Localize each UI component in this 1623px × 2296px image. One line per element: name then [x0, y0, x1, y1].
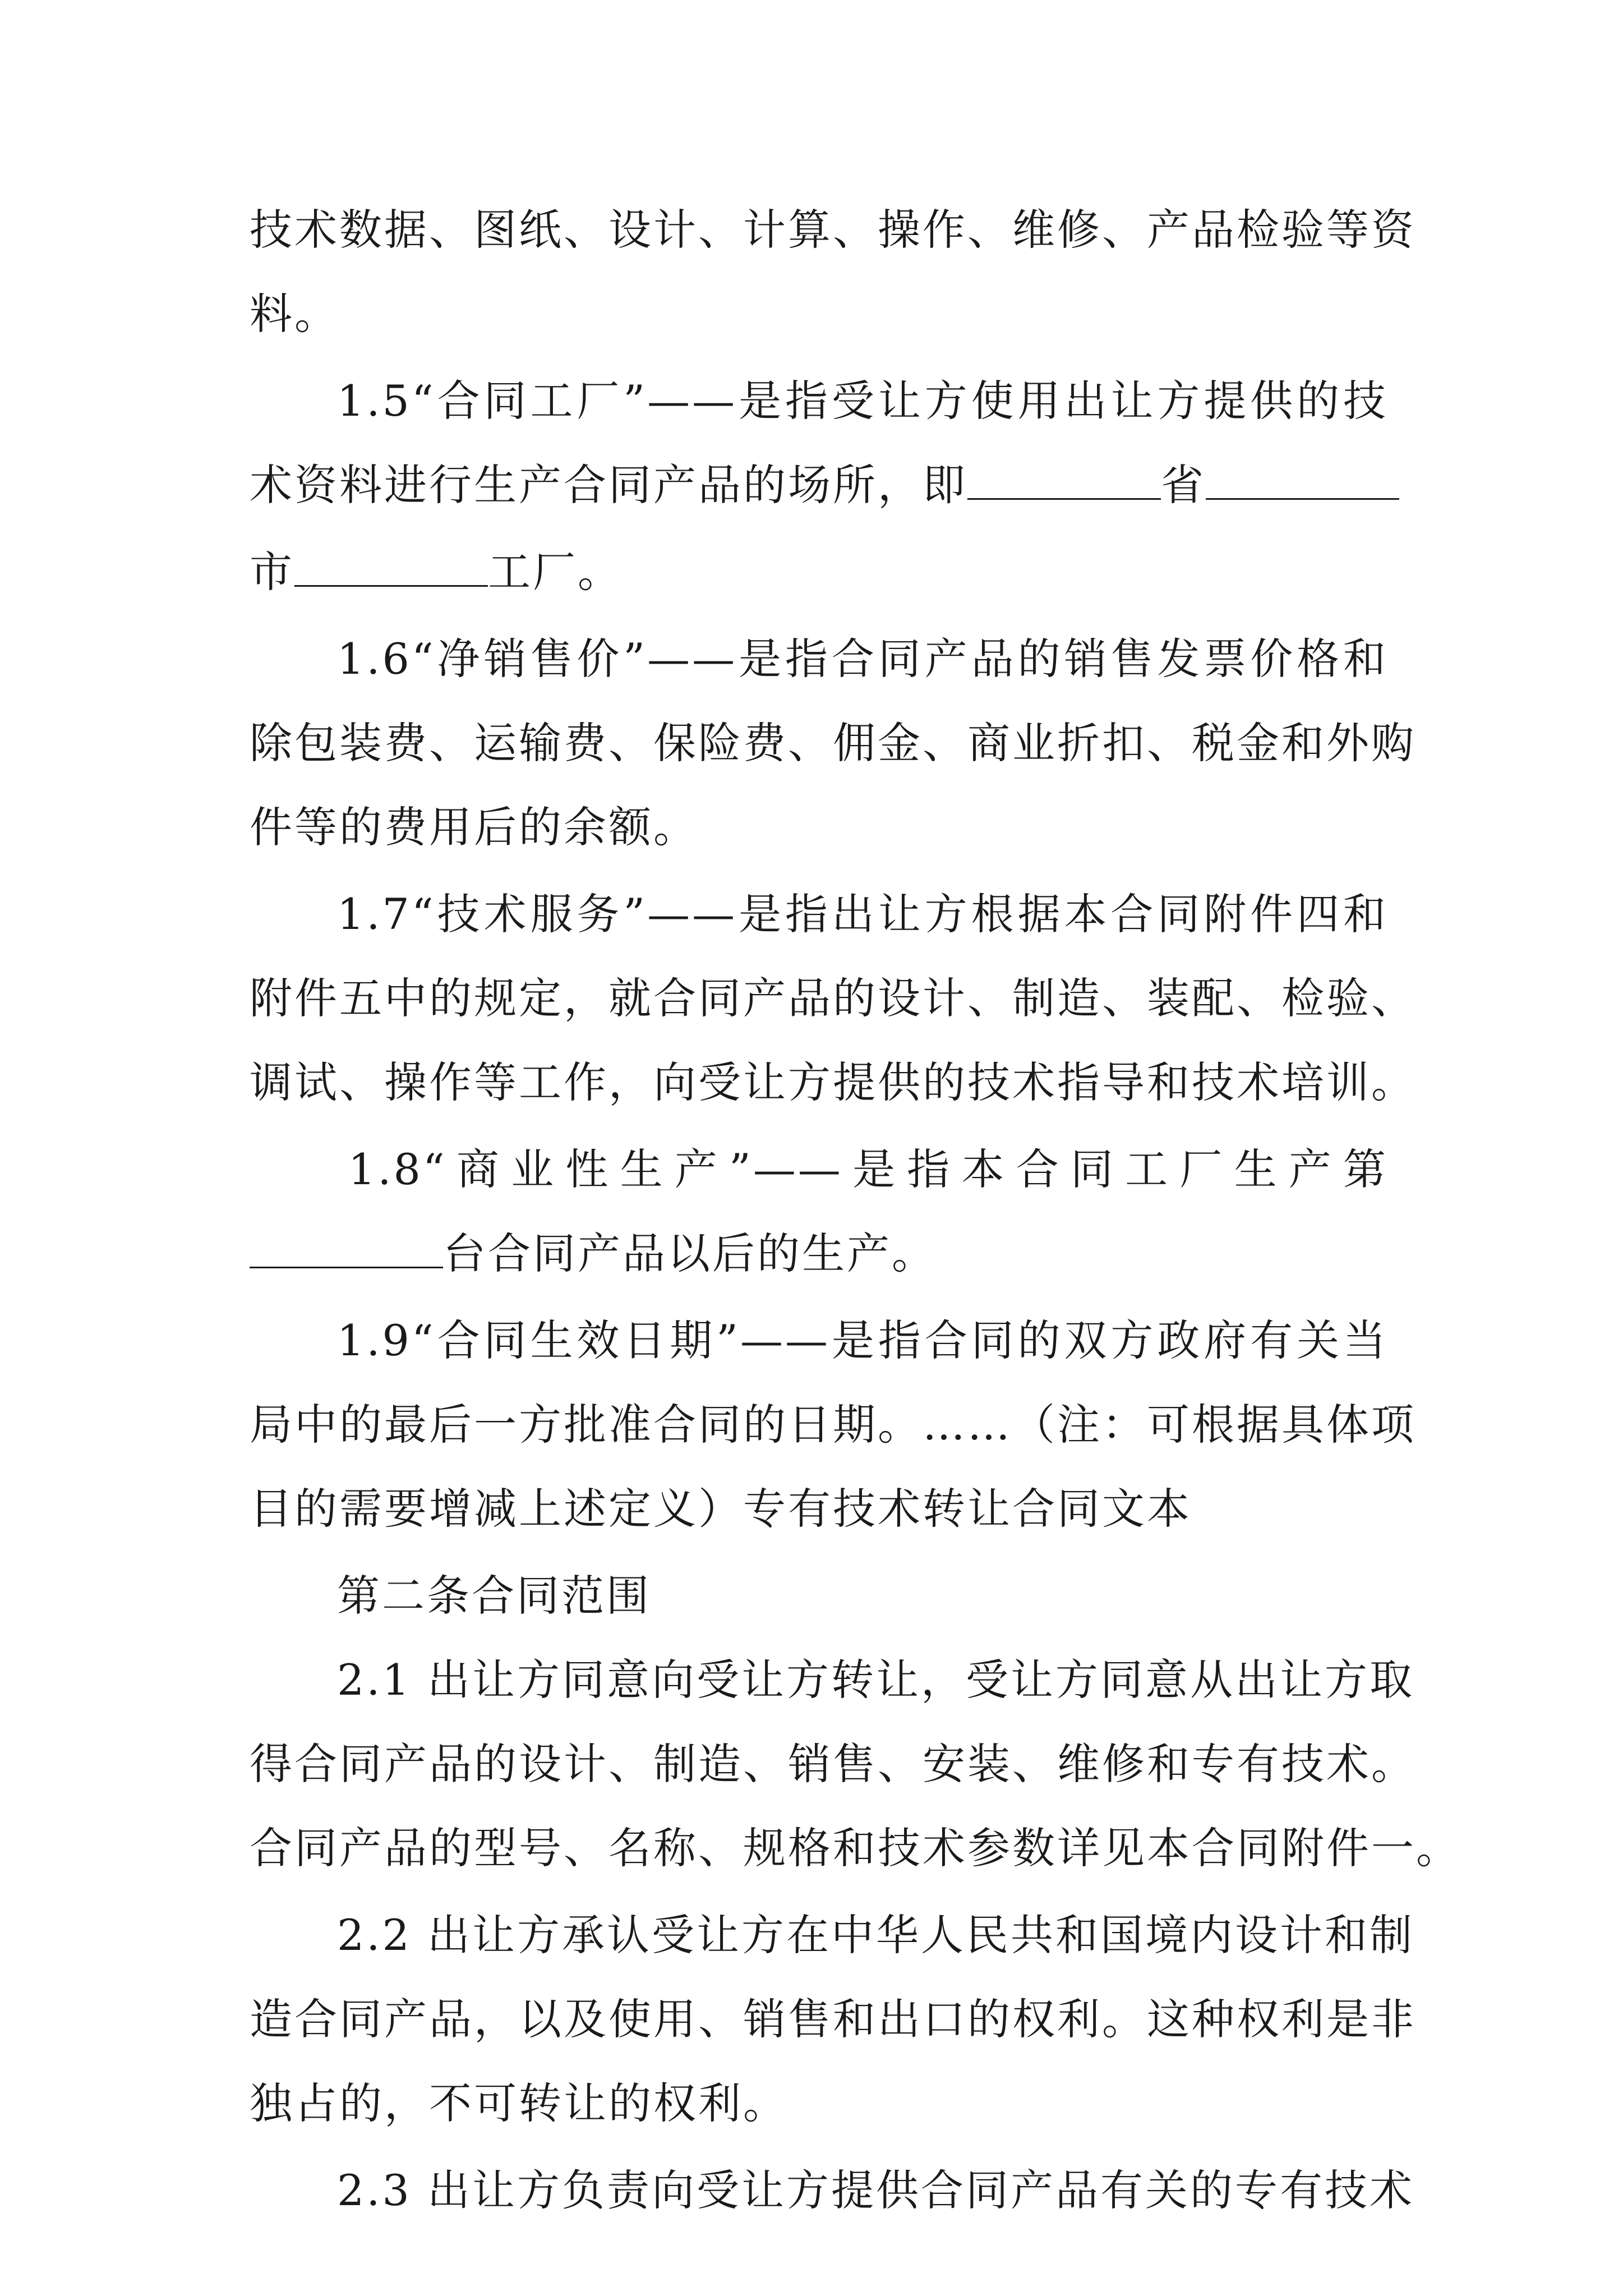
- factory-label: 工厂。: [488, 547, 623, 597]
- text-line: 独占的，不可转让的权利。: [250, 2078, 788, 2128]
- text-line: 合同产品的型号、名称、规格和技术参数详见本合同附件一。: [250, 1823, 1461, 1873]
- text-line: 1.5“合同工厂”——是指受让方使用出让方提供的技: [337, 376, 1388, 426]
- text-line-with-blanks: [250, 544, 623, 600]
- text-line: 调试、操作等工作，向受让方提供的技术指导和技术培训。: [250, 1057, 1416, 1107]
- text-line-with-blanks: [250, 1226, 937, 1282]
- text-line: 1.7“技术服务”——是指出让方根据本合同附件四和: [337, 889, 1388, 939]
- city-label: 市: [250, 547, 294, 597]
- text-line: 料。: [250, 289, 339, 339]
- text-line: 2.3 出让方负责向受让方提供合同产品有关的专有技术: [337, 2165, 1415, 2215]
- text-line-with-blanks: [250, 457, 1399, 513]
- factory-blank: [294, 545, 488, 587]
- province-label: 省: [1161, 460, 1206, 510]
- text-line: 技术数据、图纸、设计、计算、操作、维修、产品检验等资: [250, 205, 1416, 255]
- text-line: 2.1 出让方同意向受让方转让，受让方同意从出让方取: [337, 1655, 1415, 1705]
- unit-count-blank: [250, 1226, 443, 1268]
- text-line: 1.6“净销售价”——是指合同产品的销售发票价格和: [337, 634, 1388, 684]
- section-heading: 第二条合同范围: [337, 1571, 651, 1621]
- text-line: 局中的最后一方批准合同的日期。……（注：可根据具体项: [250, 1400, 1416, 1450]
- text-line: 造合同产品，以及使用、销售和出口的权利。这种权利是非: [250, 1994, 1416, 2044]
- text-line: 附件五中的规定，就合同产品的设计、制造、装配、检验、: [250, 973, 1416, 1023]
- province-blank: [967, 458, 1161, 500]
- text-line: 1.9“合同生效日期”——是指合同的双方政府有关当: [337, 1315, 1388, 1365]
- line-text: 术资料进行生产合同产品的场所，即: [250, 460, 967, 510]
- text-line: 2.2 出让方承认受让方在中华人民共和国境内设计和制: [337, 1910, 1415, 1960]
- line-text: 台合同产品以后的生产。: [443, 1228, 937, 1278]
- city-blank: [1206, 458, 1399, 500]
- text-line: 1.8“商业性生产”——是指本合同工厂生产第: [348, 1144, 1388, 1194]
- text-line: 目的需要增减上述定义）专有技术转让合同文本: [250, 1484, 1192, 1534]
- text-line: 件等的费用后的余额。: [250, 802, 698, 852]
- text-line: 除包装费、运输费、保险费、佣金、商业折扣、税金和外购: [250, 718, 1416, 768]
- text-line: 得合同产品的设计、制造、销售、安装、维修和专有技术。: [250, 1739, 1416, 1789]
